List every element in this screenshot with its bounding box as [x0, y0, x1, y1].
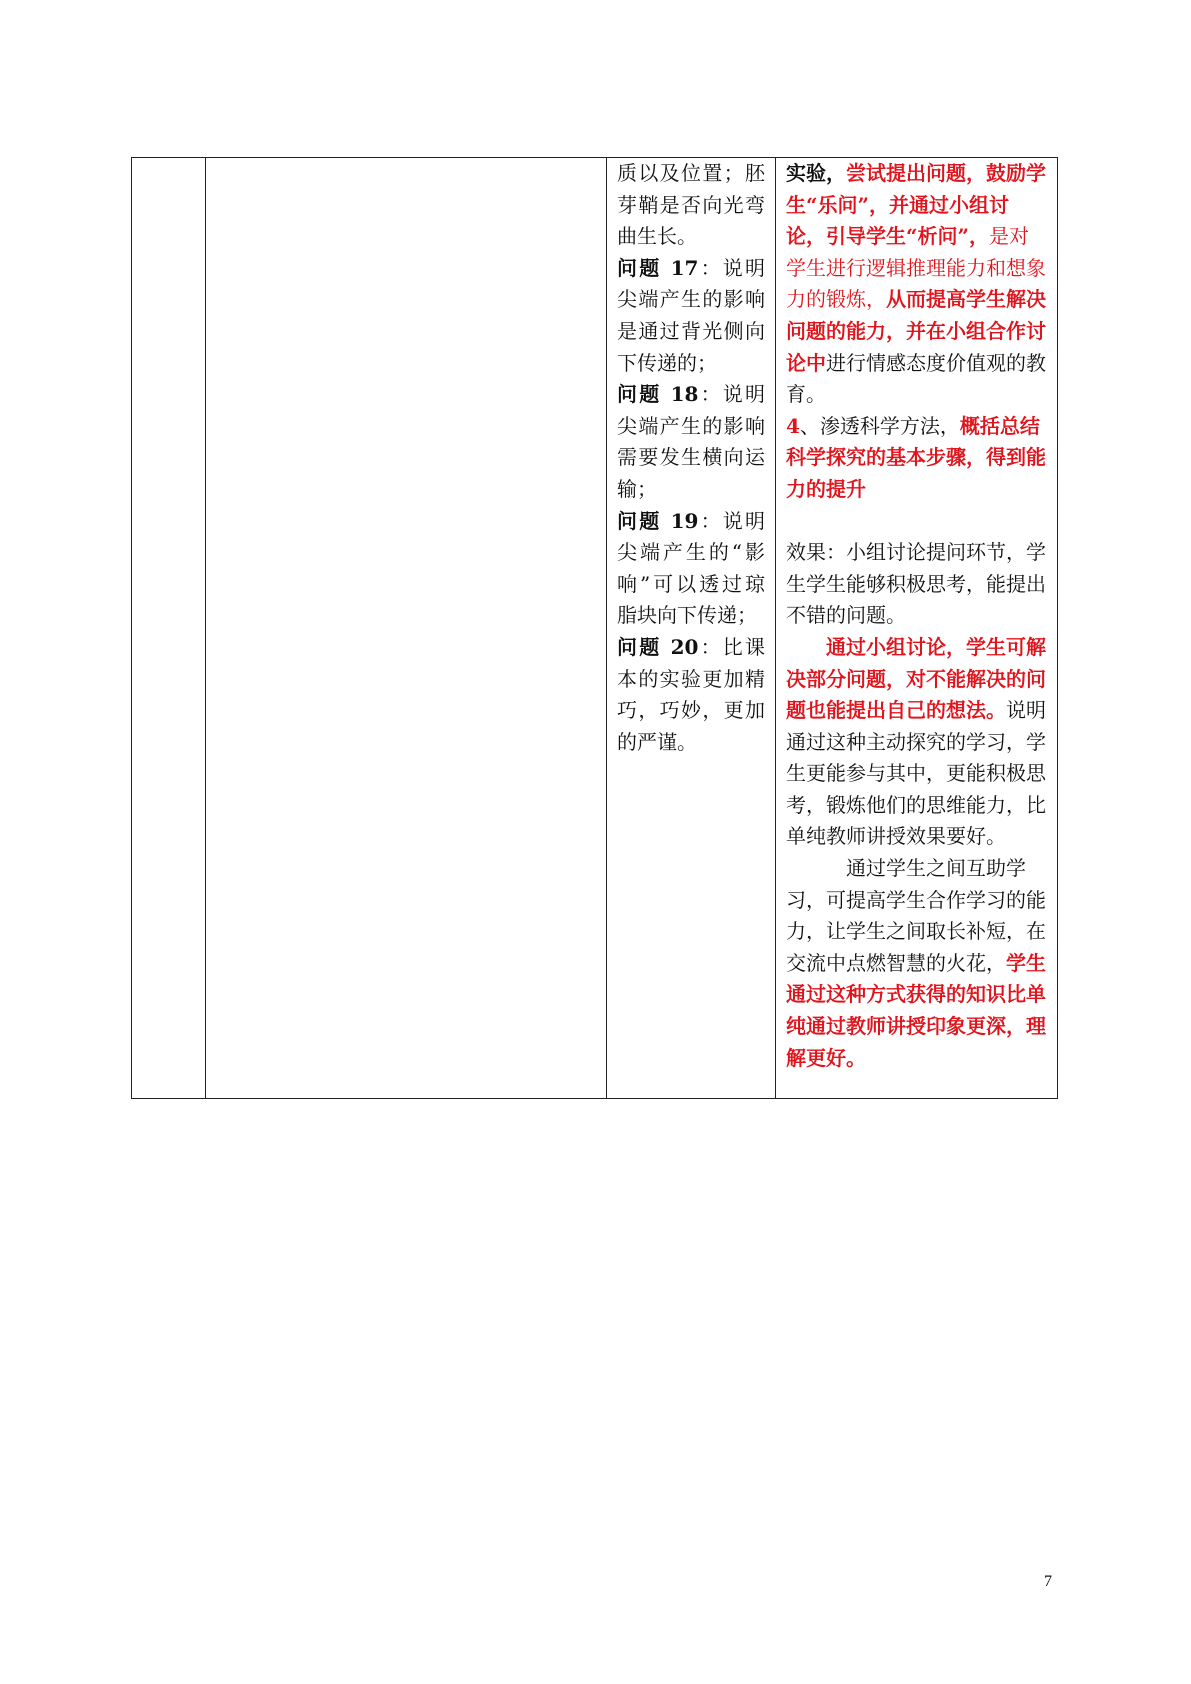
question-label: 问题 18: [617, 382, 699, 407]
text-run: 实验，: [786, 161, 846, 185]
cell-design-intent: [776, 158, 1058, 1099]
text-run: 是对学生进行逻辑推理能力和想象力的锻炼，: [786, 224, 1046, 312]
text-run: 、渗透科学方法，: [799, 413, 960, 438]
question-text: ：比课本的实验更加精巧，巧妙，更加的严谨。: [617, 634, 766, 754]
question-text: ：说明尖端产生的影响需要发生横向运输；: [617, 382, 766, 501]
paragraph-discussion: [786, 632, 1047, 853]
question-label: 问题 17: [617, 255, 699, 280]
text-run: 尝试提出问题，鼓励学生“乐问”，并通过小组讨论，引导学生“析问”，: [786, 161, 1046, 249]
blank-line: [786, 506, 1047, 538]
text-run: 4: [786, 413, 800, 438]
question-entry: [617, 379, 765, 505]
table-row: [132, 158, 1058, 1099]
text-run: 效果：小组讨论提问环节，学生学生能够积极思考，能提出不错的问题。: [786, 540, 1046, 628]
page-number: 7: [1044, 1573, 1052, 1590]
lesson-table: [131, 157, 1058, 1099]
text-run: 通过学生之间互助学习，可提高学生合作学习的能力，让学生之间取长补短，在交流中点燃智慧的火花，: [786, 856, 1046, 975]
cell-step: [132, 158, 206, 1099]
question-entry: [617, 158, 765, 253]
design-intent-text: [776, 158, 1057, 1098]
question-text: ：说明尖端产生的“影响”可以透过琼脂块向下传递；: [617, 508, 766, 628]
paragraph-effect: [786, 537, 1047, 632]
text-run: 进行情感态度价值观的教育。: [786, 350, 1046, 407]
cell-student-activity: [607, 158, 776, 1099]
student-activity-text: [607, 158, 775, 1098]
text-run: 学生通过这种方式获得的知识比单纯通过教师讲授印象更深，理解更好。: [786, 950, 1046, 1070]
paragraph-intent: [786, 158, 1047, 411]
paragraph-method: [786, 411, 1047, 506]
text-run: 概括总结科学探究的基本步骤，得到能力的提升: [786, 413, 1046, 501]
question-label: 问题 20: [617, 634, 699, 659]
text-run: 说明通过这种主动探究的学习，学生更能参与其中，更能积极思考，锻炼他们的思维能力，比单纯教师讲授效果要好。: [786, 698, 1046, 849]
question-entry: [617, 506, 765, 632]
entry-text: 质以及位置；胚芽鞘是否向光弯曲生长。: [617, 161, 765, 249]
cell-teacher-activity: [206, 158, 607, 1099]
text-run: 从而提高学生解决问题的能力，并在小组合作讨论中: [786, 287, 1046, 375]
question-entry: [617, 632, 765, 758]
question-label: 问题 19: [617, 508, 699, 533]
question-entry: [617, 253, 765, 379]
text-run: 通过小组讨论，学生可解决部分问题，对不能解决的问题也能提出自己的想法。: [786, 634, 1046, 723]
question-text: ：说明尖端产生的影响是通过背光侧向下传递的；: [617, 255, 766, 375]
paragraph-cooperation: [786, 853, 1047, 1074]
